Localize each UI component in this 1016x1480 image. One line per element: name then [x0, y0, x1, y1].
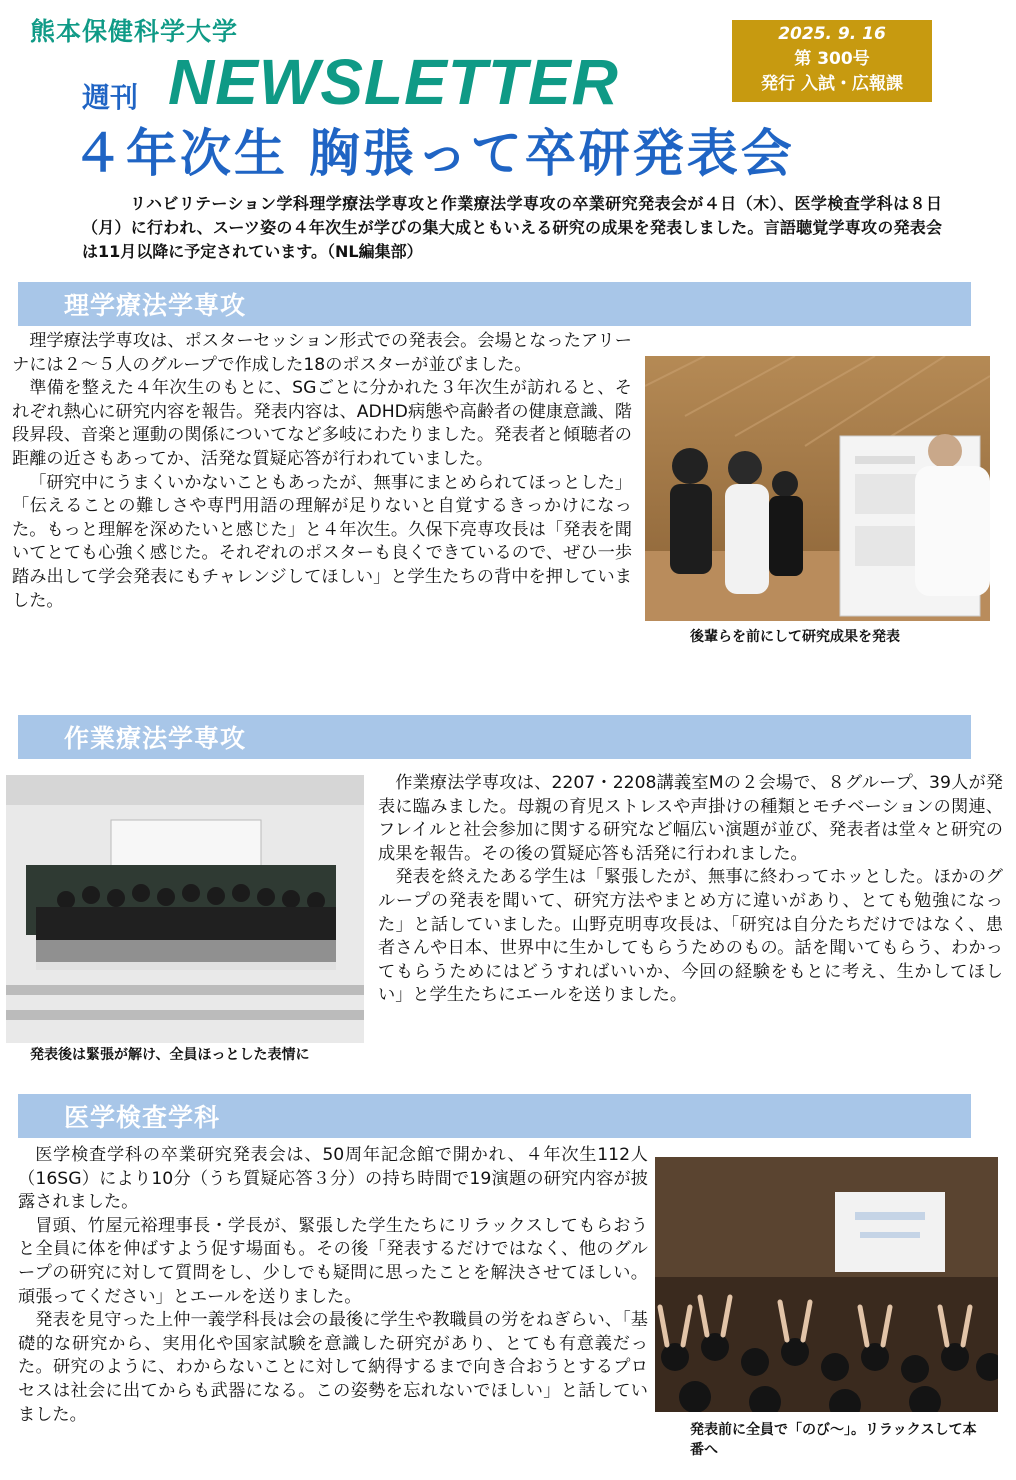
section-bar-occupational-therapy — [18, 715, 971, 759]
section-title: 医学検査学科 — [64, 1103, 221, 1132]
paragraph: 準備を整えた４年次生のもとに、SGごとに分かれた３年次生が訪れると、それぞれ熱心に研究内容を報告。発表内容は、ADHD病態や高齢者の健康意識、階段昇段、音楽と運動の関係についてなど多岐にわたりました。発表者と傾聴者の距離の近さもあってか、活発な質疑応答が行われていました。 — [12, 378, 632, 469]
section-title: 理学療法学専攻 — [64, 291, 247, 320]
section-body-physical-therapy — [12, 330, 632, 613]
publisher: 発行 入試・広報課 — [761, 74, 903, 94]
section-bar-physical-therapy — [18, 282, 971, 326]
caption-occupational-therapy: 発表後は緊張が解け、全員ほっとした表情に — [30, 1047, 310, 1063]
paragraph: 理学療法学専攻は、ポスターセッション形式での発表会。会場となったアリーナには２～５人のグループで作成した18のポスターが並びました。 — [12, 331, 632, 375]
issue-number: 第 300号 — [794, 49, 870, 69]
caption-medical-technology: 発表前に全員で「のび～」。リラックスして本番へ — [690, 1422, 977, 1458]
headline: ４年次生 胸張って卒研発表会 — [72, 125, 795, 184]
group-photo-illustration — [6, 775, 364, 1043]
lead-text: リハビリテーション学科理学療法学専攻と作業療法学専攻の卒業研究発表会が４日（木）、医学検査学科は８日（月）に行われ、スーツ姿の４年次生が学びの集大成ともいえる研究の成果を発表しました。言語聴覚学専攻の発表会は11月以降に予定されています。（NL編集部） — [82, 194, 942, 261]
paragraph: 作業療法学専攻は、2207・2208講義室Mの２会場で、８グループ、39人が発表に臨みました。母親の育児ストレスや声掛けの種類とモチベーションの関連、フレイルと社会参加に関する研究など幅広い演題が並び、発表者は堂々と研究の成果を報告。その後の質疑応答も活発に行われました。 — [378, 773, 1003, 864]
weekly-label: 週刊 — [82, 81, 139, 114]
photo-group — [6, 775, 364, 1043]
section-title: 作業療法学専攻 — [64, 724, 247, 753]
paragraph: 発表を見守った上仲一義学科長は会の最後に学生や教職員の労をねぎらい、「基礎的な研究から、実用化や国家試験を意識した研究があり、とても有意義だった。研究のように、わからないことに対して納得するまで向き合おうとするプロセスは社会に出てからも武器になる。この姿勢を忘れないでほしい」と話していました。 — [18, 1310, 648, 1425]
stretch-photo-illustration — [655, 1157, 998, 1412]
paragraph: 医学検査学科の卒業研究発表会は、50周年記念館で開かれ、４年次生112人（16SG）により10分（うち質疑応答３分）の持ち時間で19演題の研究内容が披露されました。 — [18, 1145, 648, 1213]
paragraph: 発表を終えたある学生は「緊張したが、無事に終わってホッとした。ほかのグループの発表を聞いて、研究方法やまとめ方に違いがあり、とても勉強になった」と話していました。山野克明専攻長は、「研究は自分たちだけではなく、患者さんや日本、世界中に生かしてもらうためのもの。話を聞いてもらう、わかってもらうためにはどうすればいいか、今回の経験をもとに考え、生かしてほしい」と学生たちにエールを送りました。 — [378, 867, 1003, 1006]
issue-date: 2025. 9. 16 — [778, 24, 886, 44]
photo-stretch — [655, 1157, 998, 1412]
caption-physical-therapy: 後輩らを前にして研究成果を発表 — [690, 629, 900, 645]
section-body-occupational-therapy — [378, 772, 1003, 1008]
lead-paragraph — [82, 192, 942, 264]
paragraph: 冒頭、竹屋元裕理事長・学長が、緊張した学生たちにリラックスしてもらおうと全員に体を伸ばすよう促す場面も。その後「発表するだけではなく、他のグループの研究に対して質問をし、少しでも疑問に思ったことを解決させてほしい。頑張ってください」とエールを送りました。 — [18, 1215, 648, 1307]
section-bar-medical-technology — [18, 1094, 971, 1138]
university-name: 熊本保健科学大学 — [30, 17, 239, 46]
paragraph: 「研究中にうまくいかないこともあったが、無事にまとめられてほっとした」「伝えることの難しさや専門用語の理解が足りないと自覚するきっかけになった。もっと理解を深めたいと感じた」と４年次生。久保下亮専攻長は「発表を聞いてとても心強く感じた。それぞれのポスターも良くできているので、ぜひ一歩踏み出して学会発表にもチャレンジしてほしい」と学生たちの背中を押していました。 — [12, 472, 632, 611]
issue-box — [732, 20, 932, 102]
newsletter-title: NEWSLETTER — [168, 46, 619, 118]
section-body-medical-technology — [18, 1144, 648, 1427]
photo-poster-session — [645, 356, 990, 621]
poster-session-illustration — [645, 356, 990, 621]
